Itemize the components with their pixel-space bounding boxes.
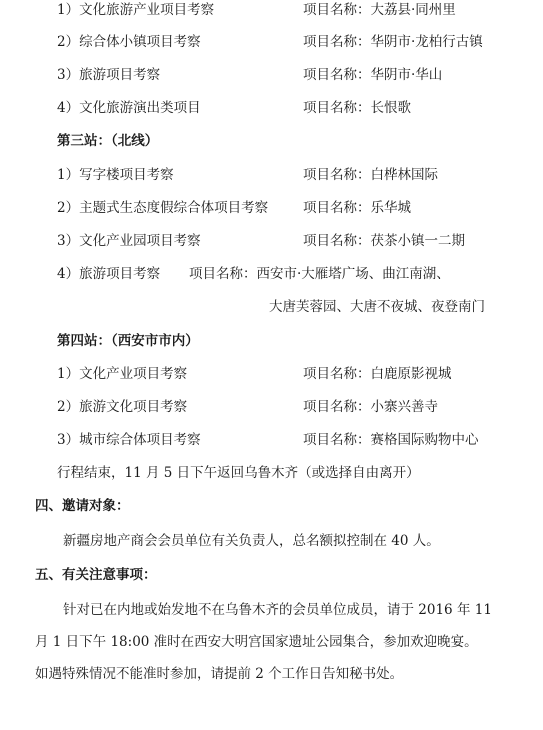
station3-item-2-project: 项目名称：乐华城 xyxy=(303,200,411,216)
route2-item-1-label: 1）文化旅游产业项目考察 xyxy=(57,2,215,18)
station3-title: 第三站：（北线） xyxy=(57,133,159,149)
section5-title: 五、有关注意事项： xyxy=(35,567,157,583)
station3-item-4-project: 项目名称：西安市·大雁塔广场、曲江南湖、 xyxy=(189,266,450,282)
itinerary-end-note: 行程结束，11 月 5 日下午返回乌鲁木齐（或选择自由离开） xyxy=(57,465,420,481)
station3-item-1-label: 1）写字楼项目考察 xyxy=(57,167,174,183)
section5-line-2: 月 1 日下午 18:00 准时在西安大明宫国家遗址公园集合，参加欢迎晚宴。 xyxy=(35,634,478,650)
route2-item-4-label: 4）文化旅游演出类项目 xyxy=(57,100,201,116)
section4-body: 新疆房地产商会会员单位有关负责人，总名额拟控制在 40 人。 xyxy=(63,533,440,549)
station3-item-4-project-cont: 大唐芙蓉园、大唐不夜城、夜登南门 xyxy=(269,299,485,315)
station4-title: 第四站：（西安市市内） xyxy=(57,333,199,349)
station4-item-1-project: 项目名称：白鹿原影视城 xyxy=(303,366,452,382)
station4-item-2-label: 2）旅游文化项目考察 xyxy=(57,399,188,415)
station3-item-4-label: 4）旅游项目考察 xyxy=(57,266,161,282)
station3-item-3-label: 3）文化产业园项目考察 xyxy=(57,233,201,249)
station4-item-3-label: 3）城市综合体项目考察 xyxy=(57,432,201,448)
station4-item-2-project: 项目名称：小寨兴善寺 xyxy=(303,399,438,415)
route2-item-2-label: 2）综合体小镇项目考察 xyxy=(57,34,201,50)
route2-item-1-project: 项目名称：大荔县·同州里 xyxy=(303,2,456,18)
section4-title: 四、邀请对象： xyxy=(35,498,130,514)
section5-line-1: 针对已在内地或始发地不在乌鲁木齐的会员单位成员，请于 2016 年 11 xyxy=(63,602,492,618)
station3-item-2-label: 2）主题式生态度假综合体项目考察 xyxy=(57,200,269,216)
route2-item-3-label: 3）旅游项目考察 xyxy=(57,67,161,83)
station4-item-3-project: 项目名称：赛格国际购物中心 xyxy=(303,432,479,448)
station3-item-1-project: 项目名称：白桦林国际 xyxy=(303,167,438,183)
section5-line-3: 如遇特殊情况不能准时参加，请提前 2 个工作日告知秘书处。 xyxy=(35,666,404,682)
route2-item-2-project: 项目名称：华阴市·龙柏行古镇 xyxy=(303,34,483,50)
route2-item-3-project: 项目名称：华阴市·华山 xyxy=(303,67,443,83)
station4-item-1-label: 1）文化产业项目考察 xyxy=(57,366,188,382)
route2-item-4-project: 项目名称：长恨歌 xyxy=(303,100,411,116)
station3-item-3-project: 项目名称：茯茶小镇一二期 xyxy=(303,233,465,249)
